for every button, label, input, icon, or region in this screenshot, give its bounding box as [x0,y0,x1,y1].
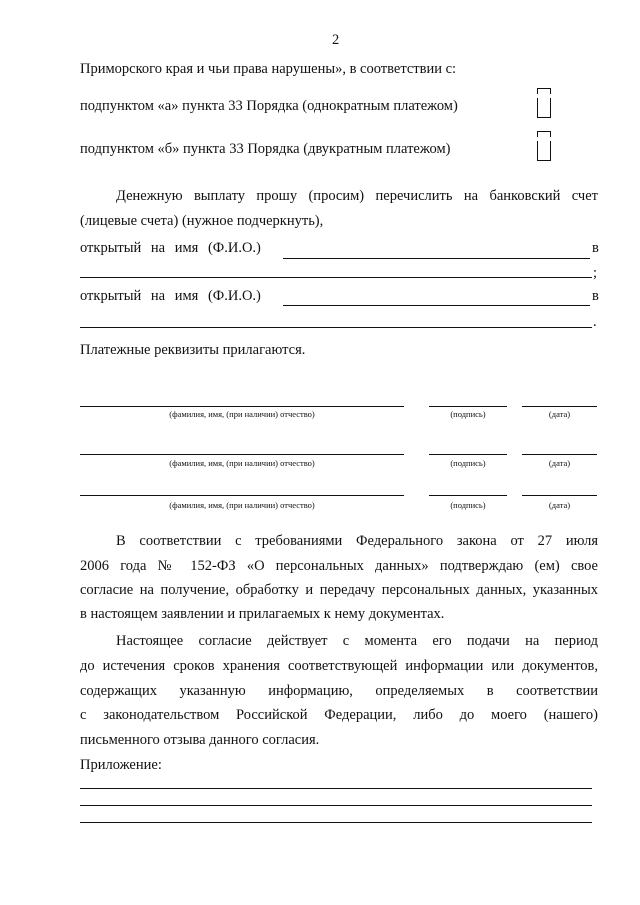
date-caption-3: (дата) [548,500,571,510]
payment-line-2: (лицевые счета) (нужное подчеркнуть), [80,213,324,229]
attachment-line-2[interactable] [80,805,592,806]
date-line-1[interactable] [522,406,597,407]
fio-caption-3: (фамилия, имя, (при наличии) отчество) [169,500,315,510]
fio-field-line-2[interactable] [283,305,590,306]
intro-text: Приморского края и чьи права нарушены», в соответствии с: [80,61,457,77]
option-b-label: подпунктом «б» пункта 33 Порядка (двукратным платежом) [80,141,451,157]
consent-p2-line-1: Настоящее согласие действует с момента его подачи на период [116,633,598,649]
signature-caption-2: (подпись) [450,458,486,468]
period: . [593,314,597,330]
option-a-label: подпунктом «а» пункта 33 Порядка (однократным платежом) [80,98,458,114]
signature-line-3[interactable] [429,495,507,496]
fio-signature-line-2[interactable] [80,454,404,455]
date-caption-2: (дата) [548,458,571,468]
date-caption-1: (дата) [548,409,571,419]
fio-signature-line-3[interactable] [80,495,404,496]
consent-p2-line-5: письменного отзыва данного согласия. [80,732,320,748]
payment-line-1: Денежную выплату прошу (просим) перечислить на банковский счет [116,188,598,204]
fio-signature-line-1[interactable] [80,406,404,407]
in-suffix-2: в [592,288,599,304]
fio-caption-2: (фамилия, имя, (при наличии) отчество) [169,458,315,468]
signature-caption-3: (подпись) [450,500,486,510]
checkbox-bracket-icon [537,88,551,118]
consent-p2-line-3: содержащих указанную информацию, определяемых в соответствии [80,683,598,699]
page-number: 2 [332,32,340,48]
in-suffix-1: в [592,240,599,256]
consent-p2-line-4: с законодательством Российской Федерации, либо до моего (нашего) [80,707,598,723]
date-line-3[interactable] [522,495,597,496]
signature-line-2[interactable] [429,454,507,455]
consent-p1-line-2: 2006 года № 152-ФЗ «О персональных данных» подтверждаю (ем) свое [80,558,598,574]
attachment-line-3[interactable] [80,822,592,823]
requisites-text: Платежные реквизиты прилагаются. [80,342,306,358]
attachment-line-1[interactable] [80,788,592,789]
fio-caption-1: (фамилия, имя, (при наличии) отчество) [169,409,315,419]
option-b-checkbox[interactable] [537,131,551,161]
consent-p1-line-4: в настоящем заявлении и прилагаемых к нему документах. [80,606,445,622]
consent-p1-line-1: В соответствии с требованиями Федерального закона от 27 июля [116,533,598,549]
attachment-label: Приложение: [80,757,162,773]
signature-caption-1: (подпись) [450,409,486,419]
bank-field-line-2[interactable] [80,327,592,328]
opened-label-2: открытый на имя (Ф.И.О.) [80,288,261,304]
consent-p1-line-3: согласие на получение, обработку и передачу персональных данных, указанных [80,582,598,598]
date-line-2[interactable] [522,454,597,455]
opened-label-1: открытый на имя (Ф.И.О.) [80,240,261,256]
option-a-checkbox[interactable] [537,88,551,118]
consent-p2-line-2: до истечения сроков хранения соответствующей информации или документов, [80,658,598,674]
bank-field-line-1[interactable] [80,277,592,278]
checkbox-bracket-icon [537,131,551,161]
fio-field-line-1[interactable] [283,258,590,259]
signature-line-1[interactable] [429,406,507,407]
semicolon: ; [593,265,598,281]
